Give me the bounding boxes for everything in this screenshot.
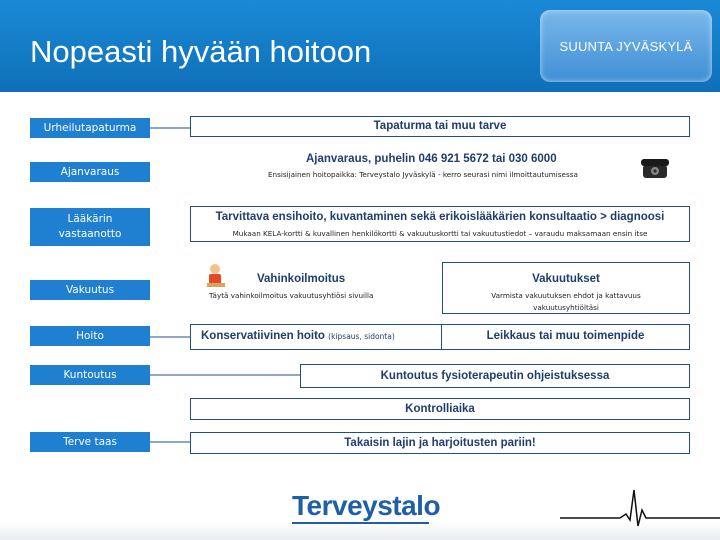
kuntoutus-text: Kuntoutus fysioterapeutin ohjeistuksessa	[380, 370, 610, 382]
vakuutukset-subtext-1: Varmista vakuutuksen ehdot ja kattavuus	[491, 291, 641, 300]
stage-urheilutapaturma: Urheilutapaturma	[30, 118, 150, 138]
stage-vakuutus: Vakuutus	[30, 280, 150, 300]
konservatiivinen-title	[201, 330, 395, 342]
location-badge-label: SUUNTA JYVÄSKYLÄ	[559, 39, 693, 54]
ajanvaraus-subtext: Ensisijainen hoitopaikka: Terveystalo Jyväskylä - kerro seurasi nimi ilmoittautumisessa	[268, 170, 578, 179]
tapaturma-text: Tapaturma tai muu tarve	[373, 120, 507, 132]
terveystalo-logo: Terveystalo	[292, 490, 441, 521]
box-vakuutukset	[442, 262, 690, 314]
stage-laakarin-line2: vastaanotto	[58, 228, 122, 240]
vahinkoilmoitus-subtext: Täytä vahinkoilmoitus vakuutusyhtiösi sivuilla	[209, 291, 374, 300]
stage-ajanvaraus: Ajanvaraus	[30, 162, 150, 182]
box-kontrolliaika	[190, 398, 690, 420]
konservatiivinen-paren: (kipsaus, sidonta)	[328, 332, 395, 341]
leikkaus-text: Leikkaus tai muu toimenpide	[486, 330, 645, 342]
laakari-title: Tarvittava ensihoito, kuvantaminen sekä erikoislääkärien konsultaatio > diagnoosi	[215, 211, 665, 223]
page-title: Nopeasti hyvään hoitoon	[30, 34, 372, 69]
kontrolliaika-text: Kontrolliaika	[405, 403, 475, 415]
vakuutukset-subtext-2: vakuutusyhtiöltäsi	[533, 303, 599, 312]
box-laakari	[190, 206, 690, 242]
ajanvaraus-title: Ajanvaraus, puhelin 046 921 5672 tai 030 6000	[306, 153, 557, 165]
vahinkoilmoitus-title: Vahinkoilmoitus	[257, 273, 346, 285]
heartbeat-line-icon	[560, 480, 720, 530]
stage-laakarin-line1: Lääkärin	[67, 213, 113, 225]
box-takaisin	[190, 432, 690, 454]
logo-underline	[292, 522, 429, 524]
vakuutukset-title: Vakuutukset	[532, 273, 600, 285]
person-writing-icon	[205, 263, 227, 289]
stage-terve-taas: Terve taas	[30, 432, 150, 452]
telephone-icon	[640, 155, 670, 181]
box-vahinkoilmoitus	[190, 262, 442, 314]
box-leikkaus	[442, 324, 690, 350]
konservatiivinen-label: Konservatiivinen hoito	[201, 330, 325, 342]
stage-hoito: Hoito	[30, 326, 150, 346]
box-tapaturma	[190, 116, 690, 137]
takaisin-text: Takaisin lajin ja harjoitusten pariin!	[344, 437, 536, 449]
box-konservatiivinen	[190, 324, 442, 350]
stage-kuntoutus: Kuntoutus	[30, 365, 150, 385]
laakari-subtext: Mukaan KELA-kortti & kuvallinen henkilökortti & vakuutuskortti tai vakuutustiedot – varaudu maksamaan ensin itse	[232, 229, 648, 238]
box-kuntoutus	[300, 364, 690, 388]
